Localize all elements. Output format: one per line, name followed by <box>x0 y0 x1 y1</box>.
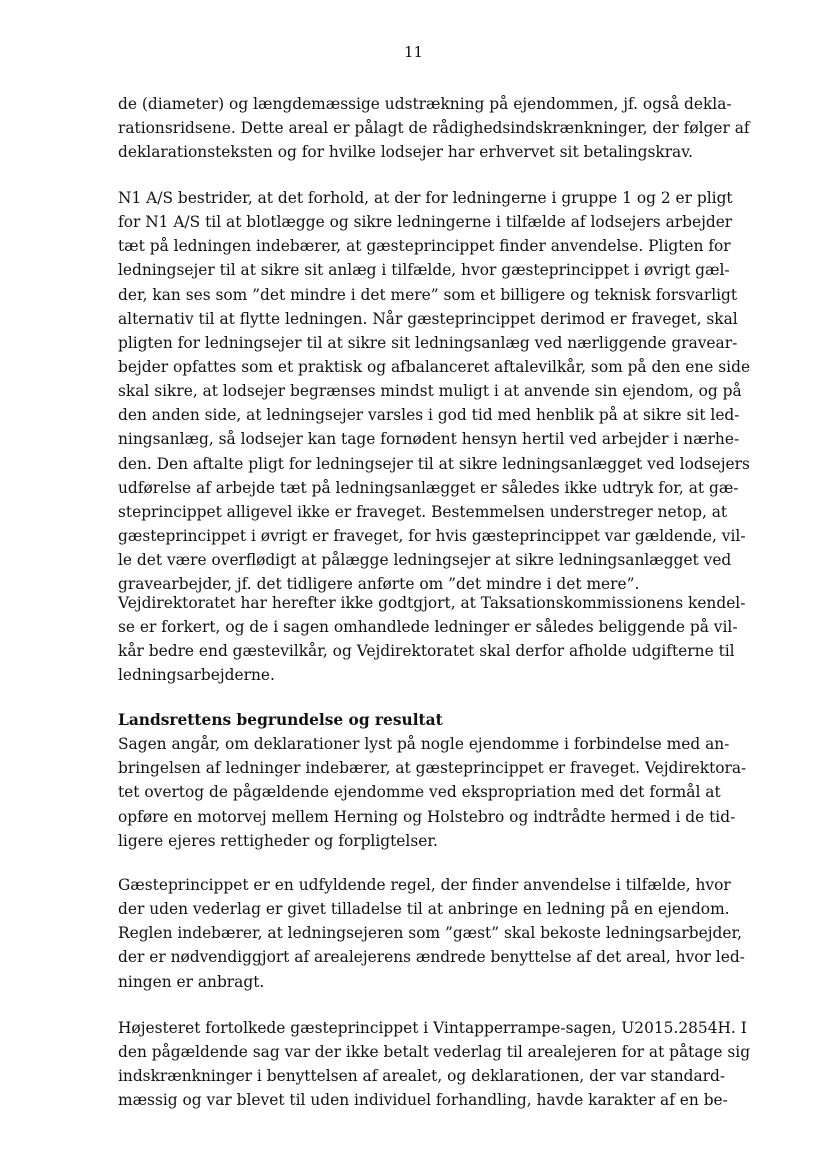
text-line: der uden vederlag er givet tilladelse til at anbringe en ledning på en ejendom. <box>118 900 730 919</box>
paragraph-deklarationsridsene <box>118 92 750 164</box>
text-line: bringelsen af ledninger indebærer, at gæsteprincippet er fraveget. Vejdirektora- <box>118 759 747 778</box>
text-line: Højesteret fortolkede gæsteprincippet i Vintapperrampe-sagen, U2015.2854H. I <box>118 1019 747 1037</box>
text-line: rationsridsene. Dette areal er pålagt de rådighedsindskrænkninger, der følger af <box>118 119 750 138</box>
text-line: ligere ejeres rettigheder og forpligtelser. <box>118 831 438 850</box>
text-line: udførelse af arbejde tæt på ledningsanlægget er således ikke udtryk for, at gæ- <box>118 478 739 497</box>
text-line: se er forkert, og de i sagen omhandlede ledninger er således beliggende på vil- <box>118 618 738 637</box>
text-line: bejder opfattes som et praktisk og afbalanceret aftalevilkår, som på den ene side <box>118 357 751 376</box>
text-line: indskrænkninger i benyttelsen af arealet, og deklarationen, der var standard- <box>118 1067 726 1086</box>
text-line: ningsanlæg, så lodsejer kan tage fornødent hensyn hertil ved arbejder i nærhe- <box>118 430 740 449</box>
text-line: der, kan ses som ”det mindre i det mere” som et billigere og teknisk forsvarligt <box>118 285 738 304</box>
text-line: Gæsteprincippet er en udfyldende regel, der finder anvendelse i tilfælde, hvor <box>118 876 731 894</box>
paragraph-hoejesteret <box>118 1016 750 1113</box>
text-line: alternativ til at flytte ledningen. Når gæsteprincippet derimod er fraveget, skal <box>118 309 738 328</box>
text-line: Sagen angår, om deklarationer lyst på nogle ejendomme i forbindelse med an- <box>118 735 730 754</box>
text-line: N1 A/S bestrider, at det forhold, at der for ledningerne i gruppe 1 og 2 er pligt <box>118 189 733 207</box>
text-line: deklarationsteksten og for hvilke lodsejer har erhvervet sit betalingskrav. <box>118 143 693 162</box>
text-line: tet overtog de pågældende ejendomme ved ekspropriation med det formål at <box>118 783 721 802</box>
text-line: den pågældende sag var der ikke betalt vederlag til arealejeren for at påtage sig <box>118 1043 751 1062</box>
section-landsrettens-begrundelse <box>118 708 746 853</box>
text-line: ledningsarbejderne. <box>118 666 275 685</box>
text-line: le det være overflødigt at pålægge ledningsejer at sikre ledningsanlægget ved <box>118 551 732 570</box>
text-line: opføre en motorvej mellem Herning og Holstebro og indtrådte hermed i de tid- <box>118 807 736 826</box>
text-line: tæt på ledningen indebærer, at gæsteprincippet finder anvendelse. Pligten for <box>118 237 731 256</box>
text-line: Reglen indebærer, at ledningsejeren som ”gæst” skal bekoste ledningsarbejder, <box>118 924 742 943</box>
paragraph-vejdirektoratet <box>118 591 745 688</box>
text-line: ningen er anbragt. <box>118 972 265 991</box>
text-line: den anden side, at ledningsejer varsles i god tid med henblik på at sikre sit led- <box>118 406 740 425</box>
text-line: de (diameter) og længdemæssige udstrækning på ejendommen, jf. også dekla- <box>118 95 732 113</box>
section-heading: Landsrettens begrundelse og resultat <box>118 711 443 729</box>
text-line: ledningsejer til at sikre sit anlæg i tilfælde, hvor gæsteprincippet i øvrigt gæl- <box>118 261 730 280</box>
text-line: steprincippet alligevel ikke er fraveget. Bestemmelsen understreger netop, at <box>118 502 728 521</box>
text-line: gravearbejder, jf. det tidligere anførte om ”det mindre i det mere”. <box>118 575 640 594</box>
text-line: der er nødvendiggjort af arealejerens ændrede benyttelse af det areal, hvor led- <box>118 948 745 967</box>
text-line: for N1 A/S til at blotlægge og sikre ledningerne i tilfælde af lodsejers arbejder <box>118 213 733 232</box>
text-line: pligten for ledningsejer til at sikre sit ledningsanlæg ved nærliggende gravear- <box>118 333 738 352</box>
text-line: kår bedre end gæstevilkår, og Vejdirektoratet skal derfor afholde udgifterne til <box>118 642 735 661</box>
text-line: gæsteprincippet i øvrigt er fraveget, for hvis gæsteprincippet var gældende, vil- <box>118 526 746 545</box>
text-line: mæssig og var blevet til uden individuel forhandling, havde karakter af en be- <box>118 1091 728 1110</box>
text-line: den. Den aftalte pligt for ledningsejer til at sikre ledningsanlægget ved lodsejers <box>118 454 750 473</box>
text-line: Vejdirektoratet har herefter ikke godtgjort, at Taksationskommissionens kendel- <box>118 594 746 612</box>
paragraph-n1-bestrider <box>118 186 750 596</box>
text-line: skal sikre, at lodsejer begrænses mindst muligt i at anvende sin ejendom, og på <box>118 382 742 401</box>
page-number: 11 <box>403 43 424 61</box>
paragraph-gaesteprincippet <box>118 873 745 994</box>
